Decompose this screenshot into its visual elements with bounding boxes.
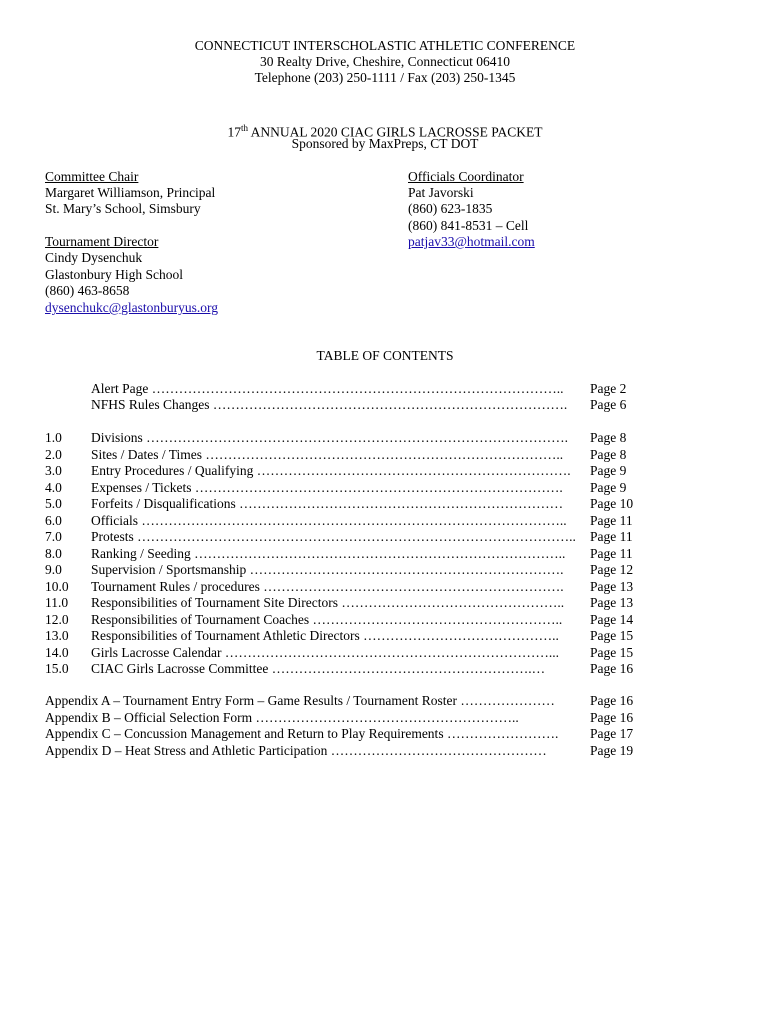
toc-entry-title: Protests …………………………………………………………………………………….. xyxy=(91,529,576,544)
packet-title-text: ANNUAL 2020 CIAC GIRLS LACROSSE PACKET xyxy=(247,124,543,140)
org-address: 30 Realty Drive, Cheshire, Connecticut 06410 xyxy=(259,54,511,69)
tournament-director-school: Glastonbury High School xyxy=(45,267,183,282)
tournament-director-email-link[interactable]: dysenchukc@glastonburyus.org xyxy=(45,300,219,315)
org-name: CONNECTICUT INTERSCHOLASTIC ATHLETIC CONFERENCE xyxy=(194,38,576,53)
toc-entry-number: 15.0 xyxy=(45,661,69,676)
toc-entry-number: 8.0 xyxy=(45,545,62,561)
toc-entry-page: Page 15 xyxy=(590,628,634,643)
org-phone: Telephone (203) 250-1111 / Fax (203) 250-1345 xyxy=(254,70,516,85)
toc-entry-title: Responsibilities of Tournament Coaches ……………………………………………….. xyxy=(91,611,563,627)
toc-entry-number: 1.0 xyxy=(45,430,62,445)
toc-entry-page: Page 9 xyxy=(590,479,627,495)
toc-entry-title: Sites / Dates / Times …………………………………………………………………….. xyxy=(91,446,564,462)
toc-entry-title: Girls Lacrosse Calendar ………………………………………………………………... xyxy=(91,644,559,660)
toc-row[interactable] xyxy=(45,513,645,530)
toc-entry-title: Ranking / Seeding ……………………………………………………………………….. xyxy=(91,545,566,561)
toc-entry-page: Page 16 xyxy=(590,709,634,725)
officials-coordinator-heading: Officials Coordinator xyxy=(408,169,524,184)
toc-entry-page: Page 11 xyxy=(590,512,633,528)
toc-entry-page: Page 14 xyxy=(590,611,634,627)
toc-row[interactable] xyxy=(45,693,645,710)
toc-entry-number: 13.0 xyxy=(45,628,69,643)
toc-row[interactable] xyxy=(45,562,645,579)
toc-entry-number: 9.0 xyxy=(45,562,62,577)
toc-entry-title: Expenses / Tickets ………………………………………………………………………. xyxy=(91,479,563,495)
toc-entry-number: 5.0 xyxy=(45,496,62,511)
toc-entry-page: Page 19 xyxy=(590,742,634,758)
toc-entry-title: Supervision / Sportsmanship ……………………………………………………………. xyxy=(91,562,564,577)
toc-entry-page: Page 13 xyxy=(590,578,634,594)
toc-entry-page: Page 8 xyxy=(590,446,627,462)
committee-chair-name: Margaret Williamson, Principal xyxy=(45,185,216,200)
toc-entry-number: 6.0 xyxy=(45,512,62,528)
toc-entry-title: Divisions …………………………………………………………………………………. xyxy=(91,430,569,445)
toc-entry-title: Alert Page ……………………………………………………………………………….. xyxy=(91,381,564,396)
toc-heading: TABLE OF CONTENTS xyxy=(316,348,454,363)
toc-row[interactable] xyxy=(45,645,645,662)
packet-ordinal: 17 xyxy=(227,124,241,140)
toc-entry-page: Page 15 xyxy=(590,644,634,660)
toc-entry-page: Page 17 xyxy=(590,726,634,741)
toc-row[interactable] xyxy=(45,463,645,480)
toc-entry-number: 12.0 xyxy=(45,611,69,627)
toc-appendix-title: Appendix B – Official Selection Form ………………………………………………….. xyxy=(45,709,519,725)
toc-row[interactable] xyxy=(45,595,645,612)
toc-entry-number: 3.0 xyxy=(45,463,62,478)
toc-entry-page: Page 16 xyxy=(590,693,634,708)
toc-row[interactable] xyxy=(45,612,645,629)
toc-appendix-title: Appendix D – Heat Stress and Athletic Participation ………………………………………… xyxy=(45,742,547,758)
packet-sponsors: Sponsored by MaxPreps, CT DOT xyxy=(291,136,479,151)
toc-entry-title: CIAC Girls Lacrosse Committee ………………………………………………….… xyxy=(91,661,546,676)
toc-entry-title: Responsibilities of Tournament Athletic Directors …………………………………….. xyxy=(91,628,559,643)
committee-chair-heading: Committee Chair xyxy=(45,169,139,184)
toc-row[interactable] xyxy=(45,480,645,497)
toc-entry-number: 2.0 xyxy=(45,446,62,462)
officials-coordinator-name: Pat Javorski xyxy=(408,185,474,200)
toc-entry-page: Page 11 xyxy=(590,545,633,561)
toc-entry-page: Page 6 xyxy=(590,397,627,412)
toc-entry-number: 11.0 xyxy=(45,595,69,610)
toc-entry-page: Page 8 xyxy=(590,430,627,445)
toc-entry-number: 4.0 xyxy=(45,479,62,495)
toc-row[interactable] xyxy=(45,447,645,464)
toc-appendix-title: Appendix A – Tournament Entry Form – Game Results / Tournament Roster ………………… xyxy=(45,693,555,708)
tournament-director-name: Cindy Dysenchuk xyxy=(45,250,143,265)
toc-row[interactable] xyxy=(45,529,645,546)
toc-entry-page: Page 13 xyxy=(590,595,634,610)
tournament-director-phone: (860) 463-8658 xyxy=(45,283,130,298)
toc-row[interactable] xyxy=(45,496,645,513)
toc-row[interactable] xyxy=(45,430,645,447)
toc-entry-page: Page 9 xyxy=(590,463,627,478)
toc-entry-number: 10.0 xyxy=(45,578,69,594)
toc-row[interactable] xyxy=(45,397,645,414)
toc-entry-number: 7.0 xyxy=(45,529,62,544)
packet-ordinal-suffix: th xyxy=(240,123,248,133)
toc-entry-page: Page 2 xyxy=(590,381,627,396)
toc-row[interactable] xyxy=(45,661,645,678)
committee-chair-school: St. Mary’s School, Simsbury xyxy=(45,201,201,216)
toc-row[interactable] xyxy=(45,628,645,645)
officials-coordinator-phone: (860) 623-1835 xyxy=(408,201,493,216)
toc-row[interactable] xyxy=(45,381,645,398)
officials-coordinator-cell: (860) 841-8531 – Cell xyxy=(408,218,529,233)
toc-appendix-title: Appendix C – Concussion Management and Return to Play Requirements ……………………. xyxy=(45,726,559,741)
toc-entry-page: Page 10 xyxy=(590,496,634,511)
toc-entry-title: Officials ………………………………………………………………………………….. xyxy=(91,512,567,528)
toc-row[interactable] xyxy=(45,726,645,743)
toc-entry-title: Tournament Rules / procedures …………………………………………………………. xyxy=(91,578,564,594)
toc-entry-title: Responsibilities of Tournament Site Directors ………………………………………….. xyxy=(91,595,565,610)
officials-coordinator-email-link[interactable]: patjav33@hotmail.com xyxy=(408,234,535,249)
tournament-director-heading: Tournament Director xyxy=(45,234,159,249)
toc-row[interactable] xyxy=(45,579,645,596)
toc-row[interactable] xyxy=(45,743,645,760)
toc-row[interactable] xyxy=(45,546,645,563)
toc-entry-title: Forfeits / Disqualifications ……………………………………………………………… xyxy=(91,496,564,511)
toc-row[interactable] xyxy=(45,710,645,727)
toc-entry-page: Page 16 xyxy=(590,661,634,676)
toc-entry-number: 14.0 xyxy=(45,644,69,660)
toc-entry-page: Page 11 xyxy=(590,529,633,544)
toc-entry-title: NFHS Rules Changes ……………………………………………………………………. xyxy=(91,397,568,412)
toc-entry-title: Entry Procedures / Qualifying ……………………………………………………………. xyxy=(91,463,571,478)
toc-entry-page: Page 12 xyxy=(590,562,634,577)
